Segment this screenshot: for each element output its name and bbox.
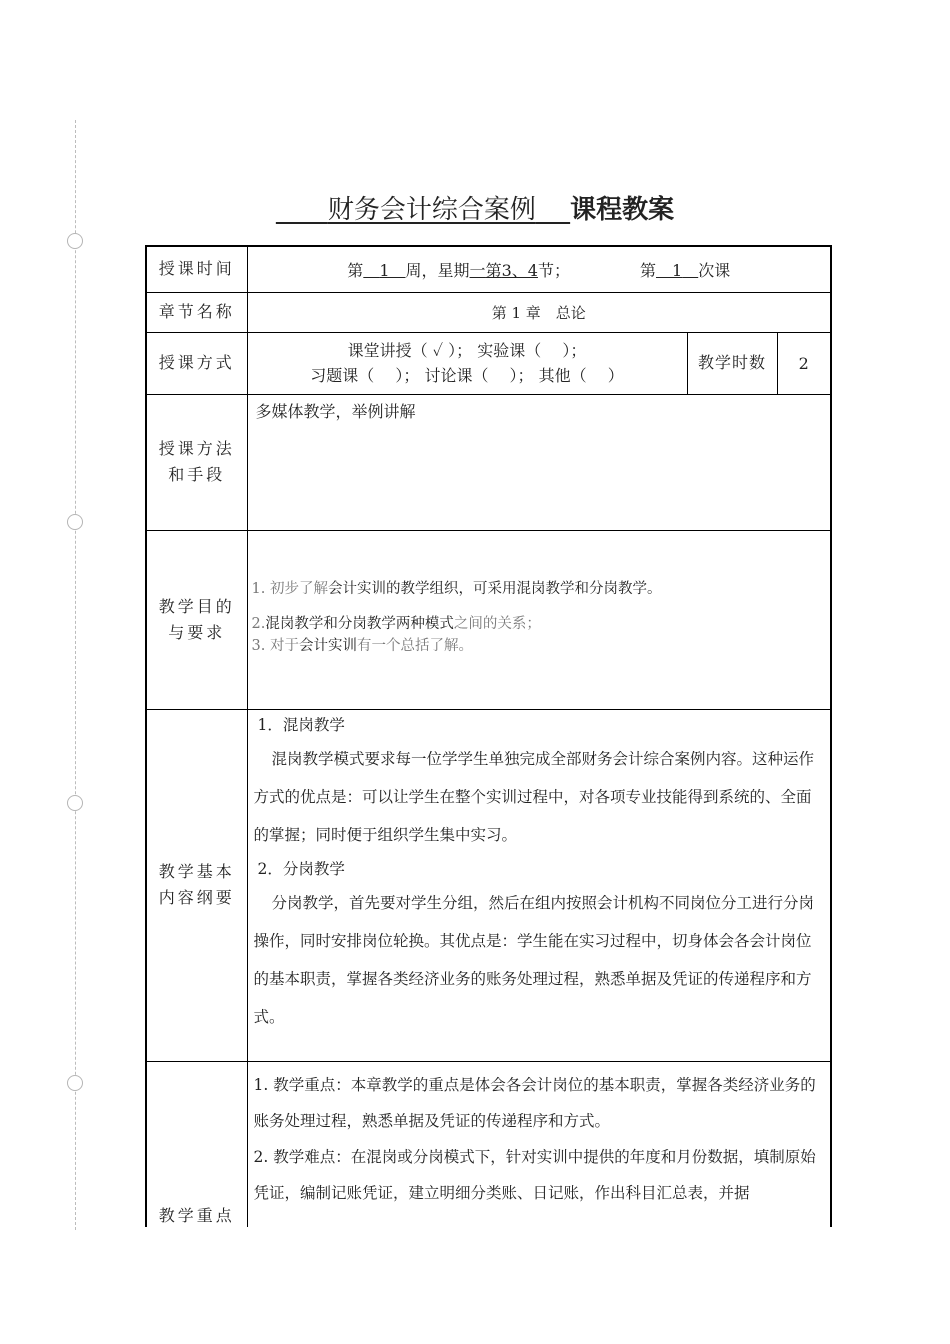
row-outline (147, 709, 830, 1061)
outline-content (247, 709, 830, 1061)
hours-value: 2 (777, 332, 830, 394)
weekday: 一 (469, 260, 486, 280)
row-schedule (147, 247, 830, 292)
objective-2: 2.混岗教学和分岗教学两种模式之间的关系； (251, 616, 541, 632)
label-method: 授课方式 (147, 332, 247, 394)
objective-1: 1. 初步了解会计实训的教学组织，可采用混岗教学和分岗教学。 (251, 581, 662, 597)
row-objectives (147, 530, 830, 709)
focus-content (247, 1061, 830, 1227)
outline-paragraph-1: 混岗教学模式要求每一位学学生单独完成全部财务会计综合案例内容。这种运作方式的优点是：可以让学生在整个实训过程中，对各项专业技能得到系统的、全面的掌握；同时便于组织学生集中实习。 (253, 749, 815, 844)
row-focus (147, 1061, 830, 1227)
row-means (147, 394, 830, 530)
label-hours: 教学时数 (687, 332, 777, 394)
objectives-list (247, 530, 830, 709)
row-chapter (147, 292, 830, 332)
outline-paragraph-2: 分岗教学，首先要对学生分组，然后在组内按照会计机构不同岗位分工进行分岗操作，同时安排岗位轮换。其优点是：学生能在实习过程中，切身体会各会计岗位的基本职责，掌握各类经济业务的账务处理过程，熟悉单据及凭证的传递程序和方式。 (253, 893, 815, 1026)
chapter-value: 第 1 章 总论 (247, 292, 830, 332)
binding-hole (67, 233, 83, 249)
focus-paragraph-2: 2. 教学难点：在混岗或分岗模式下，针对实训中提供的年度和月份数据，填制原始凭证，编制记账凭证，建立明细分类账、日记账，作出科目汇总表，并据 (253, 1147, 816, 1202)
outline-heading-2: 2．分岗教学 (257, 859, 345, 878)
lesson-number: 1 (672, 260, 683, 280)
outline-heading-1: 1．混岗教学 (257, 715, 345, 734)
method-line-2: 习题课（ ）； 讨论课（ ）； 其他（ ） (310, 366, 624, 385)
binding-hole (67, 795, 83, 811)
focus-paragraph-1: 1. 教学重点：本章教学的重点是体会各会计岗位的基本职责，掌握各类经济业务的账务处理过程，熟悉单据及凭证的传递程序和方式。 (253, 1075, 816, 1130)
section-numbers: 3、4 (501, 260, 538, 280)
schedule-value: 第 1 周，星期一第3、4节； 第 1 次课 (247, 247, 830, 292)
objective-3: 3. 对于会计实训有一个总括了解。 (251, 638, 473, 654)
page-title (0, 192, 950, 228)
means-value: 多媒体教学，举例讲解 (247, 394, 830, 530)
binding-hole (67, 1075, 83, 1091)
row-method (147, 332, 830, 394)
label-outline: 教学基本 内容纲要 (147, 709, 247, 1061)
label-chapter: 章节名称 (147, 292, 247, 332)
binding-hole (67, 514, 83, 530)
title-suffix: 课程教案 (570, 195, 675, 225)
label-schedule: 授课时间 (147, 247, 247, 292)
method-line-1: 课堂讲授（ ✓ ）； 实验课（ ）； (347, 341, 587, 360)
week-number: 1 (379, 260, 390, 280)
label-focus: 教学重点 (147, 1061, 247, 1227)
label-objectives: 教学目的 与要求 (147, 530, 247, 709)
method-options (247, 332, 687, 394)
label-means: 授课方法 和手段 (147, 394, 247, 530)
course-name: 财务会计综合案例 (327, 195, 536, 225)
binding-dashed-line (75, 120, 76, 1230)
lesson-plan-form (145, 245, 832, 1227)
